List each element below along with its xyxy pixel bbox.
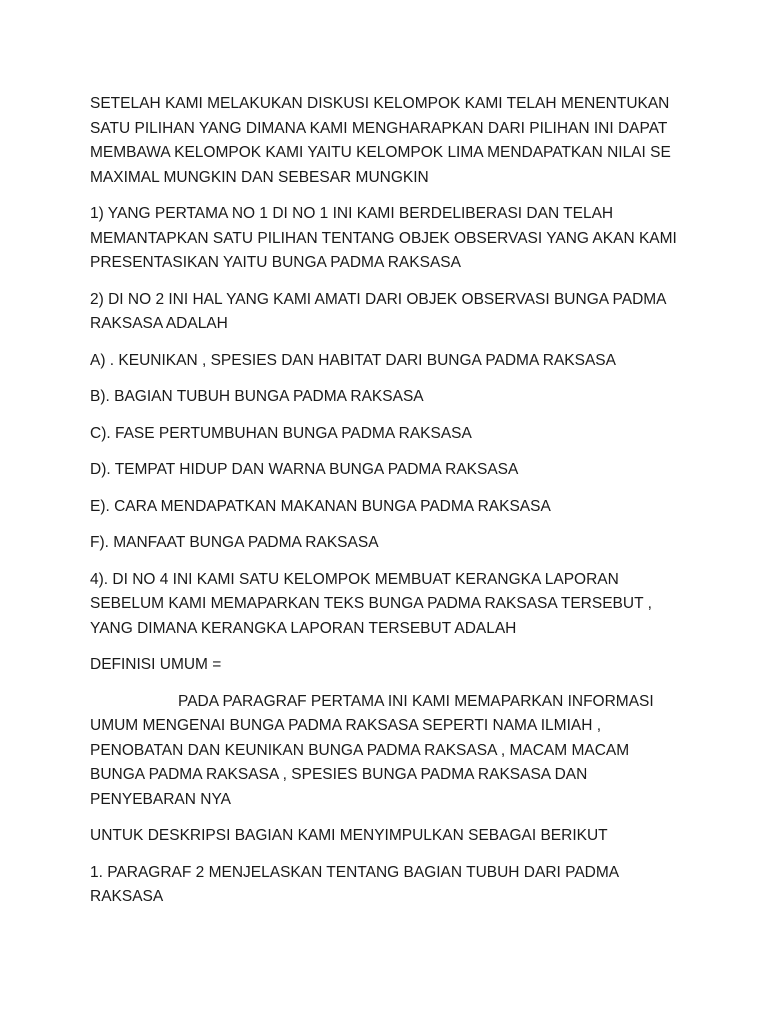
definition-paragraph: PADA PARAGRAF PERTAMA INI KAMI MEMAPARKAN INFORMASI UMUM MENGENAI BUNGA PADMA RAKSASA SEPERTI NAMA ILMIAH , PENOBATAN DAN KEUNIKAN BUNGA PADMA RAKSASA , MACAM MACAM BUNGA PADMA RAKSASA , SPESIES BUNGA PADMA RAKSASA DAN PENYEBARAN NYA xyxy=(90,692,654,808)
list-item-c: C). FASE PERTUMBUHAN BUNGA PADMA RAKSASA xyxy=(90,424,472,442)
list-item-b: B). BAGIAN TUBUH BUNGA PADMA RAKSASA xyxy=(90,388,424,405)
paragraph-item-1: 1) YANG PERTAMA NO 1 DI NO 1 INI KAMI BERDELIBERASI DAN TELAH MEMANTAPKAN SATU PILIHAN TENTANG OBJEK OBSERVASI YANG AKAN KAMI PRESENTASIKAN YAITU BUNGA PADMA RAKSASA xyxy=(90,205,677,271)
definition-heading: DEFINISI UMUM = xyxy=(90,656,222,673)
list-item-f: F). MANFAAT BUNGA PADMA RAKSASA xyxy=(90,534,379,551)
paragraph-item-2: 2) DI NO 2 INI HAL YANG KAMI AMATI DARI OBJEK OBSERVASI BUNGA PADMA RAKSASA ADALAH xyxy=(90,290,666,332)
list-item-e: E). CARA MENDAPATKAN MAKANAN BUNGA PADMA RAKSASA xyxy=(90,497,551,515)
paragraph-intro: SETELAH KAMI MELAKUKAN DISKUSI KELOMPOK KAMI TELAH MENENTUKAN SATU PILIHAN YANG DIMANA KAMI MENGHARAPKAN DARI PILIHAN INI DAPAT MEMBAWA KELOMPOK KAMI YAITU KELOMPOK LIMA MENDAPATKAN NILAI SE MAXIMAL MUNGKIN DAN SEBESAR MUNGKIN xyxy=(90,95,671,186)
document-page xyxy=(90,92,680,922)
list-item-a: A) . KEUNIKAN , SPESIES DAN HABITAT DARI BUNGA PADMA RAKSASA xyxy=(90,351,616,369)
description-heading: UNTUK DESKRIPSI BAGIAN KAMI MENYIMPULKAN SEBAGAI BERIKUT xyxy=(90,827,608,844)
paragraph-item-4: 4). DI NO 4 INI KAMI SATU KELOMPOK MEMBUAT KERANGKA LAPORAN SEBELUM KAMI MEMAPARKAN TEKS BUNGA PADMA RAKSASA TERSEBUT , YANG DIMANA KERANGKA LAPORAN TERSEBUT ADALAH xyxy=(90,570,652,637)
description-item-1: 1. PARAGRAF 2 MENJELASKAN TENTANG BAGIAN TUBUH DARI PADMA RAKSASA xyxy=(90,863,619,905)
list-item-d: D). TEMPAT HIDUP DAN WARNA BUNGA PADMA RAKSASA xyxy=(90,461,519,478)
